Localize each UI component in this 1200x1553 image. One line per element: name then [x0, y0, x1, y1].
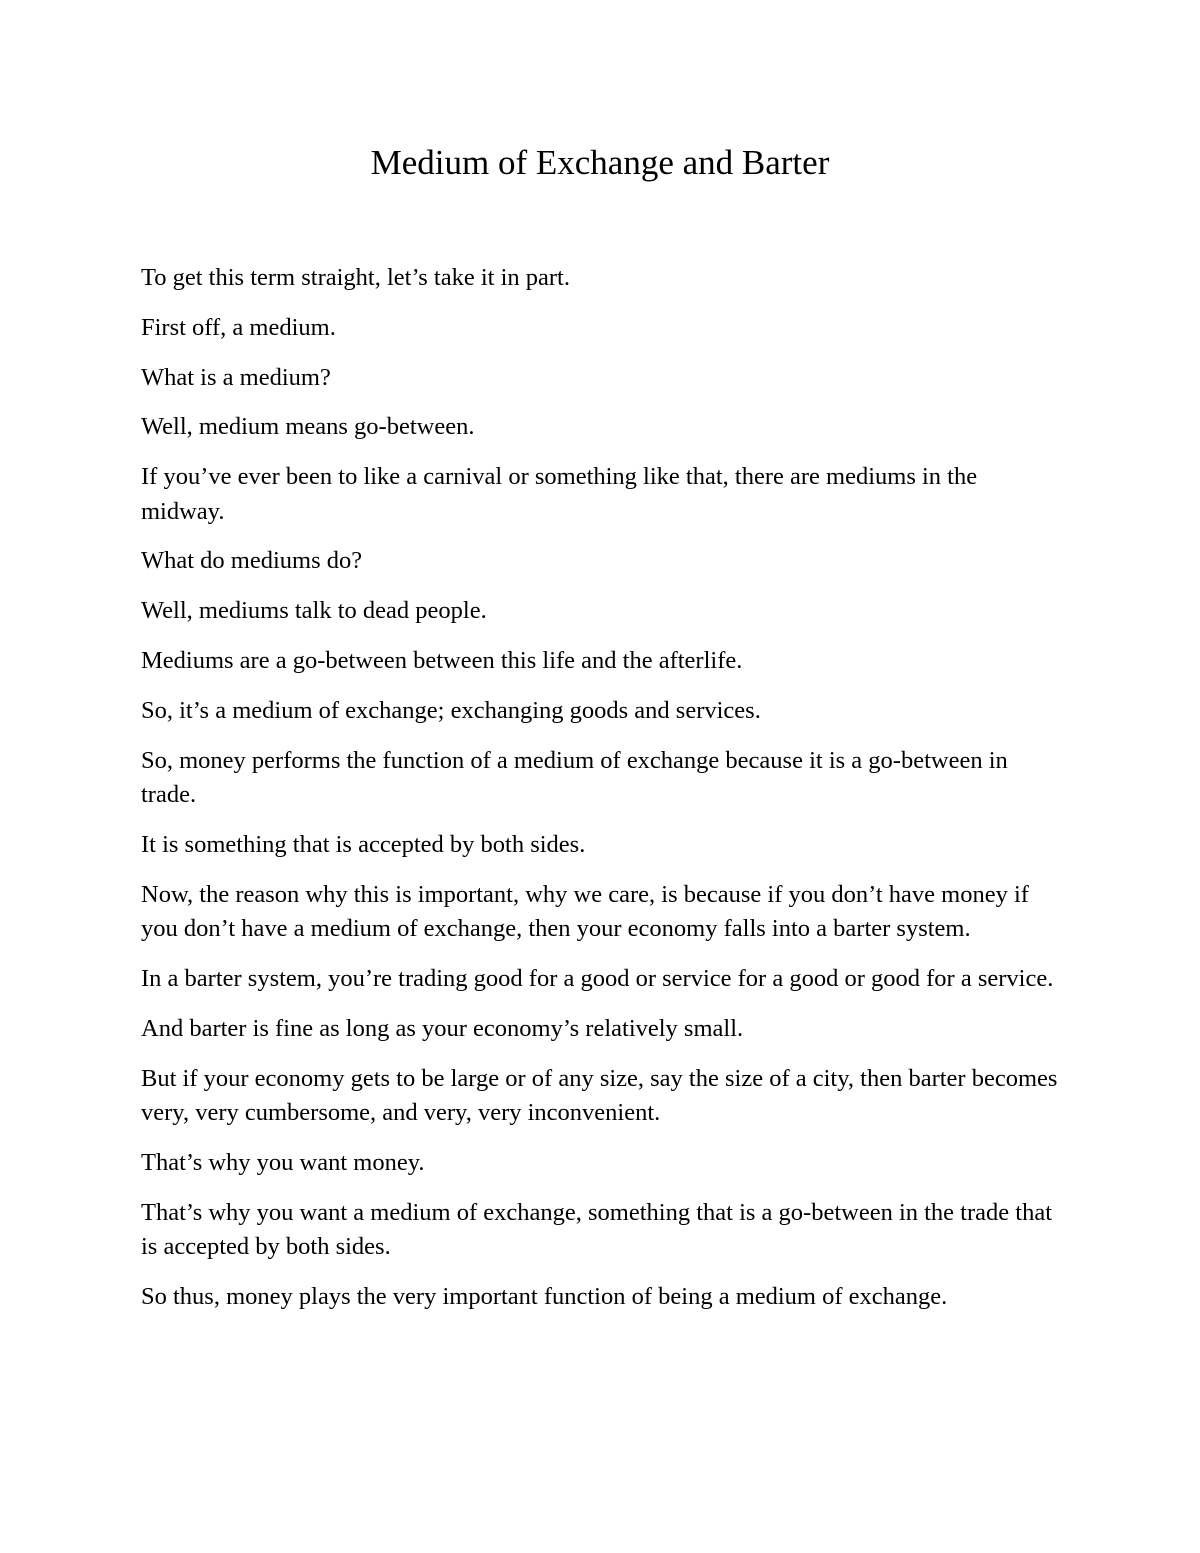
paragraph: If you’ve ever been to like a carnival or something like that, there are mediums in the midway. [141, 463, 978, 525]
paragraph: Now, the reason why this is important, why we care, is because if you don’t have money if you don’t have a medium of exchange, then your economy falls into a barter system. [141, 880, 1029, 943]
paragraph: It is something that is accepted by both sides. [141, 830, 586, 858]
paragraph: So thus, money plays the very important function of being a medium of exchange. [141, 1283, 948, 1311]
paragraph: That’s why you want money. [141, 1148, 425, 1176]
paragraph: What do mediums do? [141, 547, 363, 575]
paragraph: Mediums are a go-between between this life and the afterlife. [141, 647, 743, 675]
paragraph: And barter is fine as long as your economy’s relatively small. [141, 1014, 744, 1042]
document-body [141, 261, 1061, 1330]
paragraph: What is a medium? [141, 363, 331, 391]
paragraph: So, money performs the function of a medium of exchange because it is a go-between in trade. [141, 746, 1008, 809]
document-title: Medium of Exchange and Barter [370, 143, 830, 182]
paragraph: So, it’s a medium of exchange; exchanging goods and services. [141, 696, 761, 724]
paragraph: To get this term straight, let’s take it in part. [141, 264, 570, 291]
paragraph: First off, a medium. [141, 313, 336, 341]
paragraph: That’s why you want a medium of exchange, something that is a go-between in the trade that is accepted by both sides. [141, 1198, 1053, 1261]
paragraph: Well, medium means go-between. [141, 413, 475, 441]
paragraph: Well, mediums talk to dead people. [141, 597, 487, 625]
paragraph: In a barter system, you’re trading good for a good or service for a good or good for a service. [141, 965, 1054, 993]
paragraph: But if your economy gets to be large or of any size, say the size of a city, then barter becomes very, very cumbersome, and very, very inconvenient. [141, 1064, 1058, 1127]
